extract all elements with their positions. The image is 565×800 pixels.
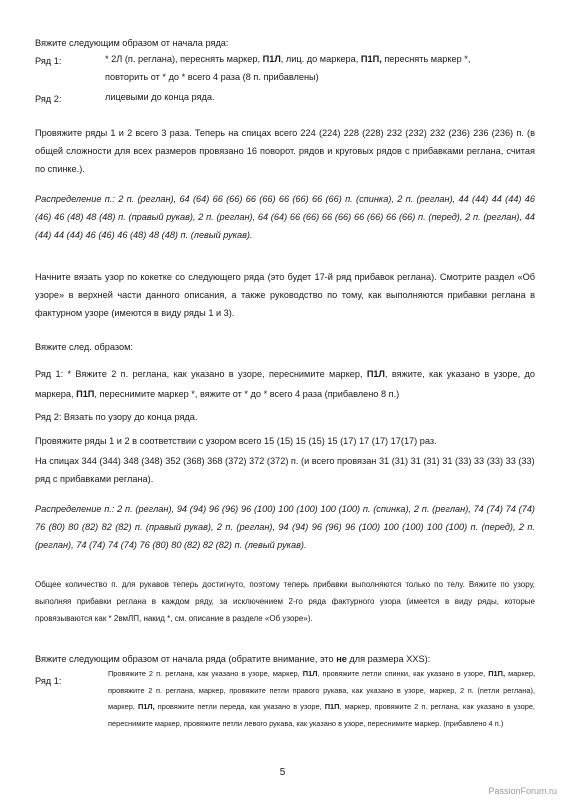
- paragraph-yoke-pattern: Начните вязать узор по кокетке со следующего ряда (это будет 17-й ряд прибавок реглана). Смотрите раздел «Об узоре» в верхней части данного описания, а также руководство по тому, как выполняются прибавки реглана в фактурном узоре (имеются в виду ряды 1 и 3).: [35, 272, 535, 318]
- row-1-label: Ряд 1:: [35, 56, 62, 66]
- paragraph-repeat-rows: Провяжите ряды 1 и 2 всего 3 раза. Теперь на спицах всего 224 (224) 228 (228) 232 (232) 232 (236) 236 (236) п. (в общей сложности для всех размеров провязано 16 поворот. рядов и круговых рядов с прибавками реглана, считая по спинке.).: [35, 128, 535, 174]
- paragraph-stitch-count: На спицах 344 (344) 348 (348) 352 (368) 368 (372) 372 (372) п. (и всего провязан 31 (31) 31 (31) 31 (33) 33 (33) 33 (33) ряд с прибавками реглана).: [35, 456, 535, 484]
- row-2-text: лицевыми до конца ряда.: [105, 92, 215, 102]
- page-number: 5: [279, 767, 286, 778]
- intro-line-2: Вяжите след. образом:: [35, 342, 133, 352]
- row-1-pattern-text: Ряд 1: * Вяжите 2 п. реглана, как указано в узоре, переснимите маркер, П1Л, вяжите, как указано в узоре, до маркера, П1П, переснимите маркер *, вяжите от * до * всего 4 раза (прибавлено 8 п.): [35, 369, 536, 399]
- intro-line-1: Вяжите следующим образом от начала ряда:: [35, 38, 229, 48]
- row-1-final-text: Провяжите 2 п. реглана, как указано в узоре, маркер, П1Л, провяжите петли спинки, как указано в узоре, П1П, маркер, провяжите 2 п. реглана, маркер, провяжите петли правого рукава, как указано в узоре, маркер, 2 п. (петли реглана), маркер, П1Л, провяжите петли переда, как указано в узоре, П1П, маркер, провяжите 2 п. реглана, как указано в узоре, переснимите маркер, провяжите петли левого рукава, как указано в узоре, переснимите маркер. (прибавлено 4 п.): [108, 669, 536, 728]
- row-1-final-label: Ряд 1:: [35, 676, 62, 686]
- watermark: PassionForum.ru: [488, 786, 557, 796]
- row-1-text: * 2Л (п. реглана), переснять маркер, П1Л, лиц. до маркера, П1П, переснять маркер *, повторить от * до * всего 4 раза (8 п. прибавлены): [105, 54, 471, 82]
- stitch-distribution-2: Распределение п.: 2 п. (реглан), 94 (94) 96 (96) 96 (100) 100 (100) 100 (100) п. (спинка), 2 п. (реглан), 74 (74) 74 (74) 76 (80) 80 (82) 82 (82) п. (правый рукав), 2 п. (реглан), 94 (94) 96 (96) 96 (100) 100 (100) 100 (100) п. (перед), 2 п. (реглан), 74 (74) 74 (74) 76 (80) 80 (82) 82 (82) п. (левый рукав).: [35, 504, 535, 550]
- row-2-label: Ряд 2:: [35, 94, 62, 104]
- intro-line-3: Вяжите следующим образом от начала ряда (обратите внимание, это не для размера XXS):: [35, 654, 431, 664]
- stitch-distribution-1: Распределение п.: 2 п. (реглан), 64 (64) 66 (66) 66 (66) 66 (66) 66 (66) п. (спинка), 2 п. (реглан), 44 (44) 44 (44) 46 (46) 46 (48) 48 (48) п. (правый рукав), 2 п. (реглан), 64 (64) 66 (66) 66 (66) 66 (66) 66 (66) п. (перед), 2 п. (реглан), 44 (44) 44 (44) 46 (46) 46 (48) 48 (48) п. (левый рукав).: [35, 194, 535, 240]
- row-2-pattern-text: Ряд 2: Вязать по узору до конца ряда.: [35, 412, 198, 422]
- paragraph-body-increases: Общее количество п. для рукавов теперь достигнуто, поэтому теперь прибавки выполняются только по телу. Вяжите по узору, выполняя прибавки реглана в каждом ряду, за исключением 2-го ряда фактурного узора (имеется в виду ряды, которые провязываются как * 2вмЛП, накид *, см. описание в разделе «Об узоре»).: [35, 580, 535, 623]
- paragraph-pattern-repeats: Провяжите ряды 1 и 2 в соответствии с узором всего 15 (15) 15 (15) 15 (17) 17 (17) 17(17) раз.: [35, 436, 437, 446]
